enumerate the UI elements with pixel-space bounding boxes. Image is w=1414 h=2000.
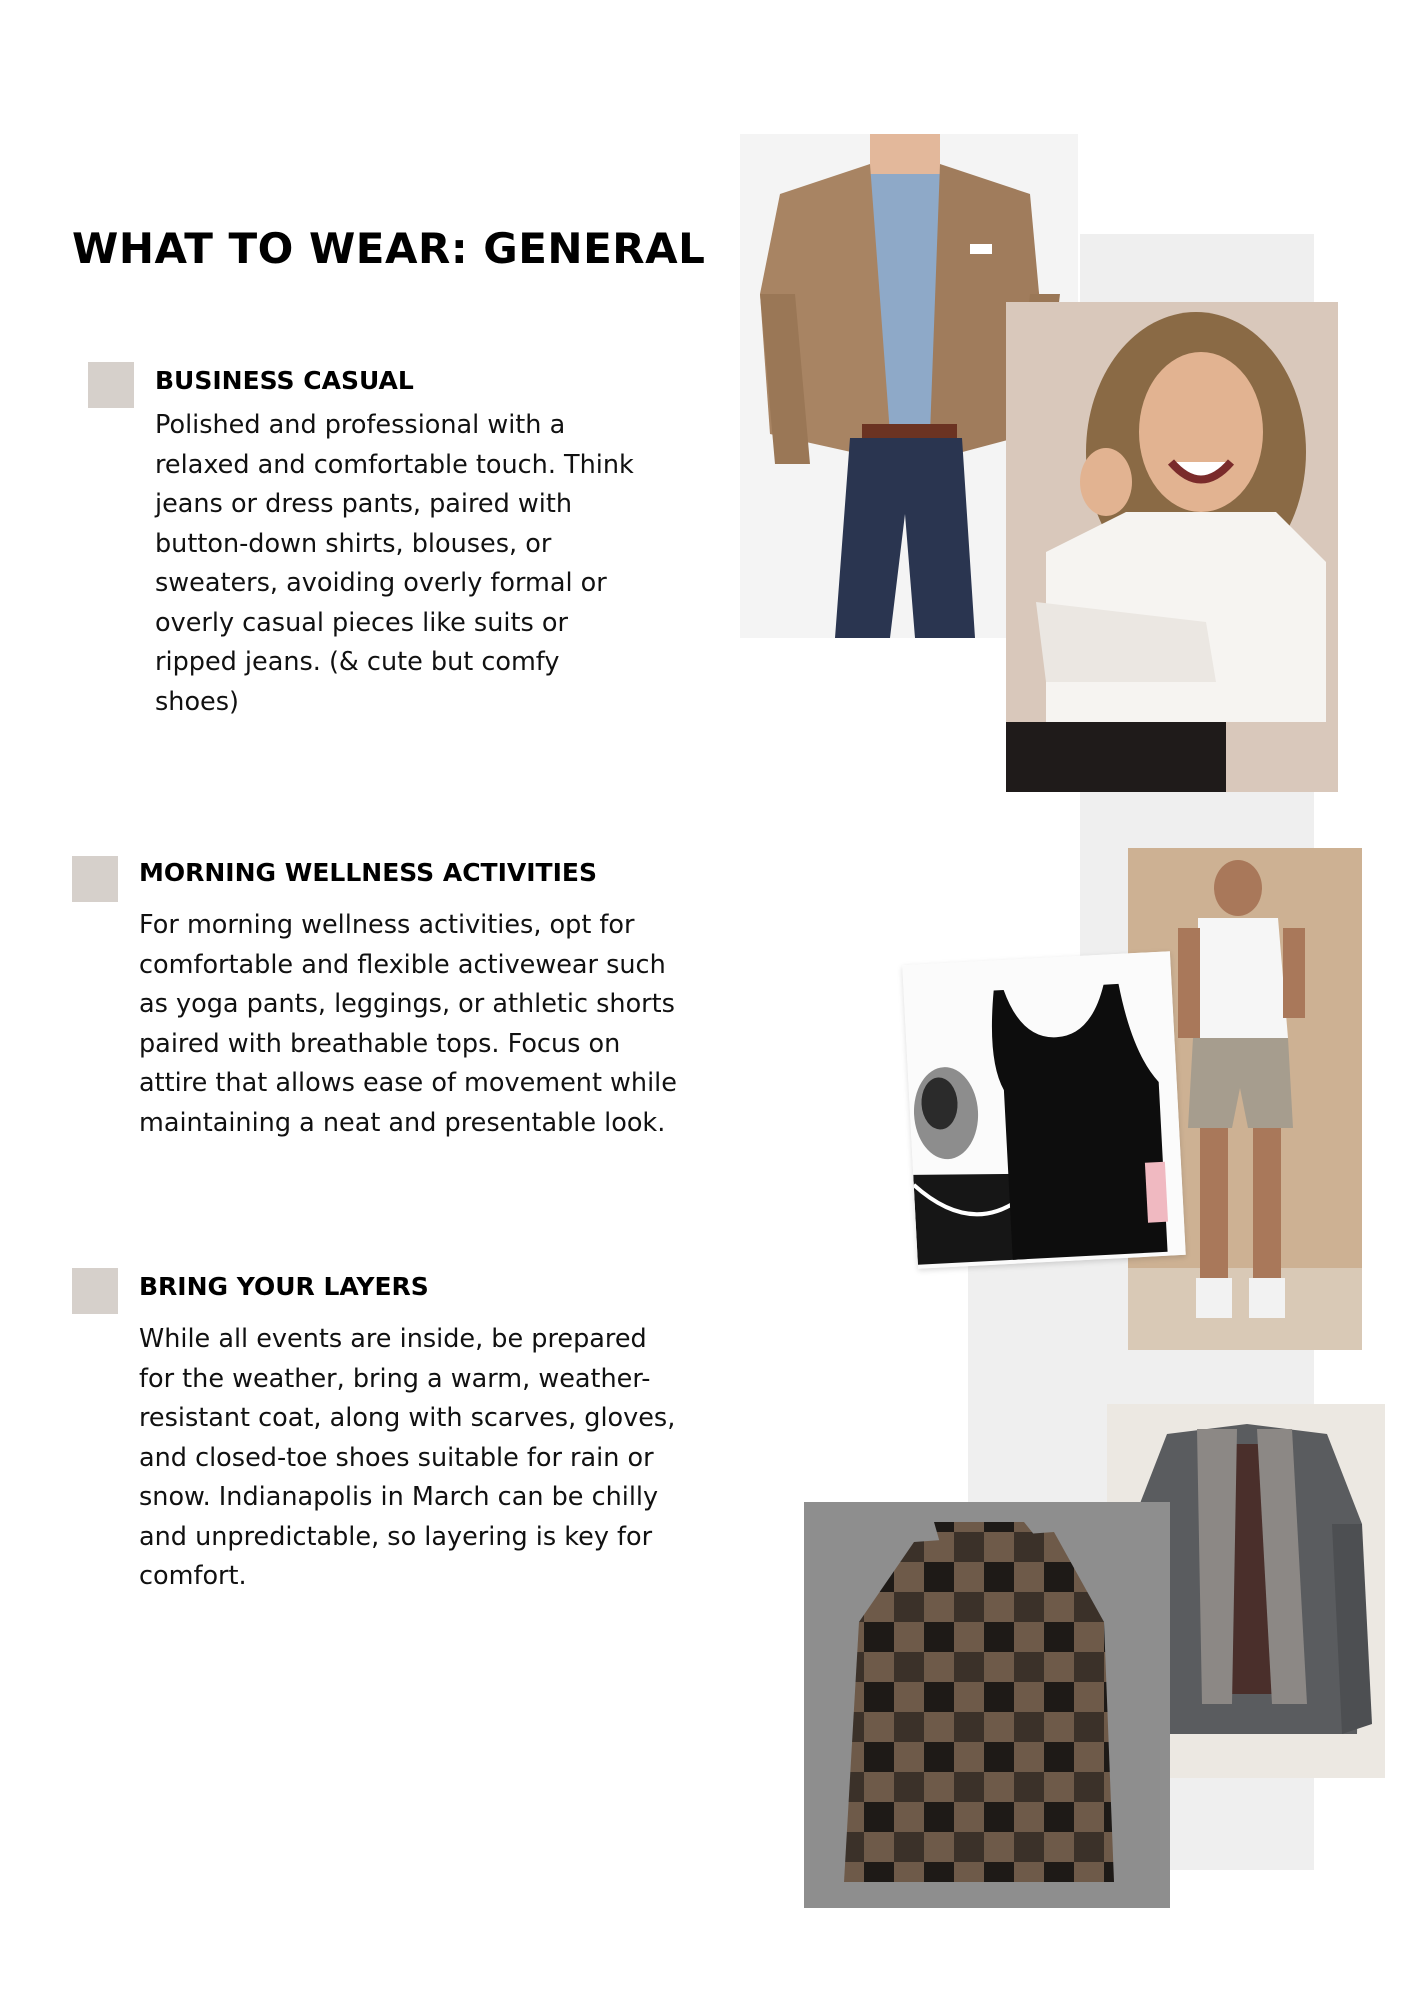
section-body-bring-layers: While all events are inside, be prepared for the weather, bring a warm, weather- resistant coat, along with scarves, gloves, and closed-toe shoes suitable for rain or snow. Indianapolis in March can be chilly and unpredictable, so layering is key for comfort. (139, 1324, 676, 1591)
smiling-woman-white-shirt-photo (1006, 302, 1338, 792)
black-tank-and-sneakers-photo (902, 951, 1186, 1269)
section-marker-bring-layers (72, 1268, 118, 1314)
section-heading-morning-wellness: MORNING WELLNESS ACTIVITIES (139, 858, 597, 887)
plaid-coat-with-scarf-photo (804, 1502, 1170, 1908)
section-body-morning-wellness: For morning wellness activities, opt for comfortable and flexible activewear such as yoga pants, leggings, or athletic shorts paired with breathable tops. Focus on attire that allows ease of movement while maintaining a neat and presentable look. (139, 910, 677, 1138)
section-heading-business-casual: BUSINESS CASUAL (155, 366, 414, 395)
section-marker-business-casual (88, 362, 134, 408)
section-heading-bring-layers: BRING YOUR LAYERS (139, 1272, 429, 1301)
page-title: WHAT TO WEAR: GENERAL (72, 224, 706, 273)
section-marker-morning-wellness (72, 856, 118, 902)
section-body-business-casual: Polished and professional with a relaxed and comfortable touch. Think jeans or dress pants, paired with button-down shirts, blouses, or sweaters, avoiding overly formal or overly casual pieces like suits or ripped jeans. (& cute but comfy shoes) (155, 410, 634, 717)
